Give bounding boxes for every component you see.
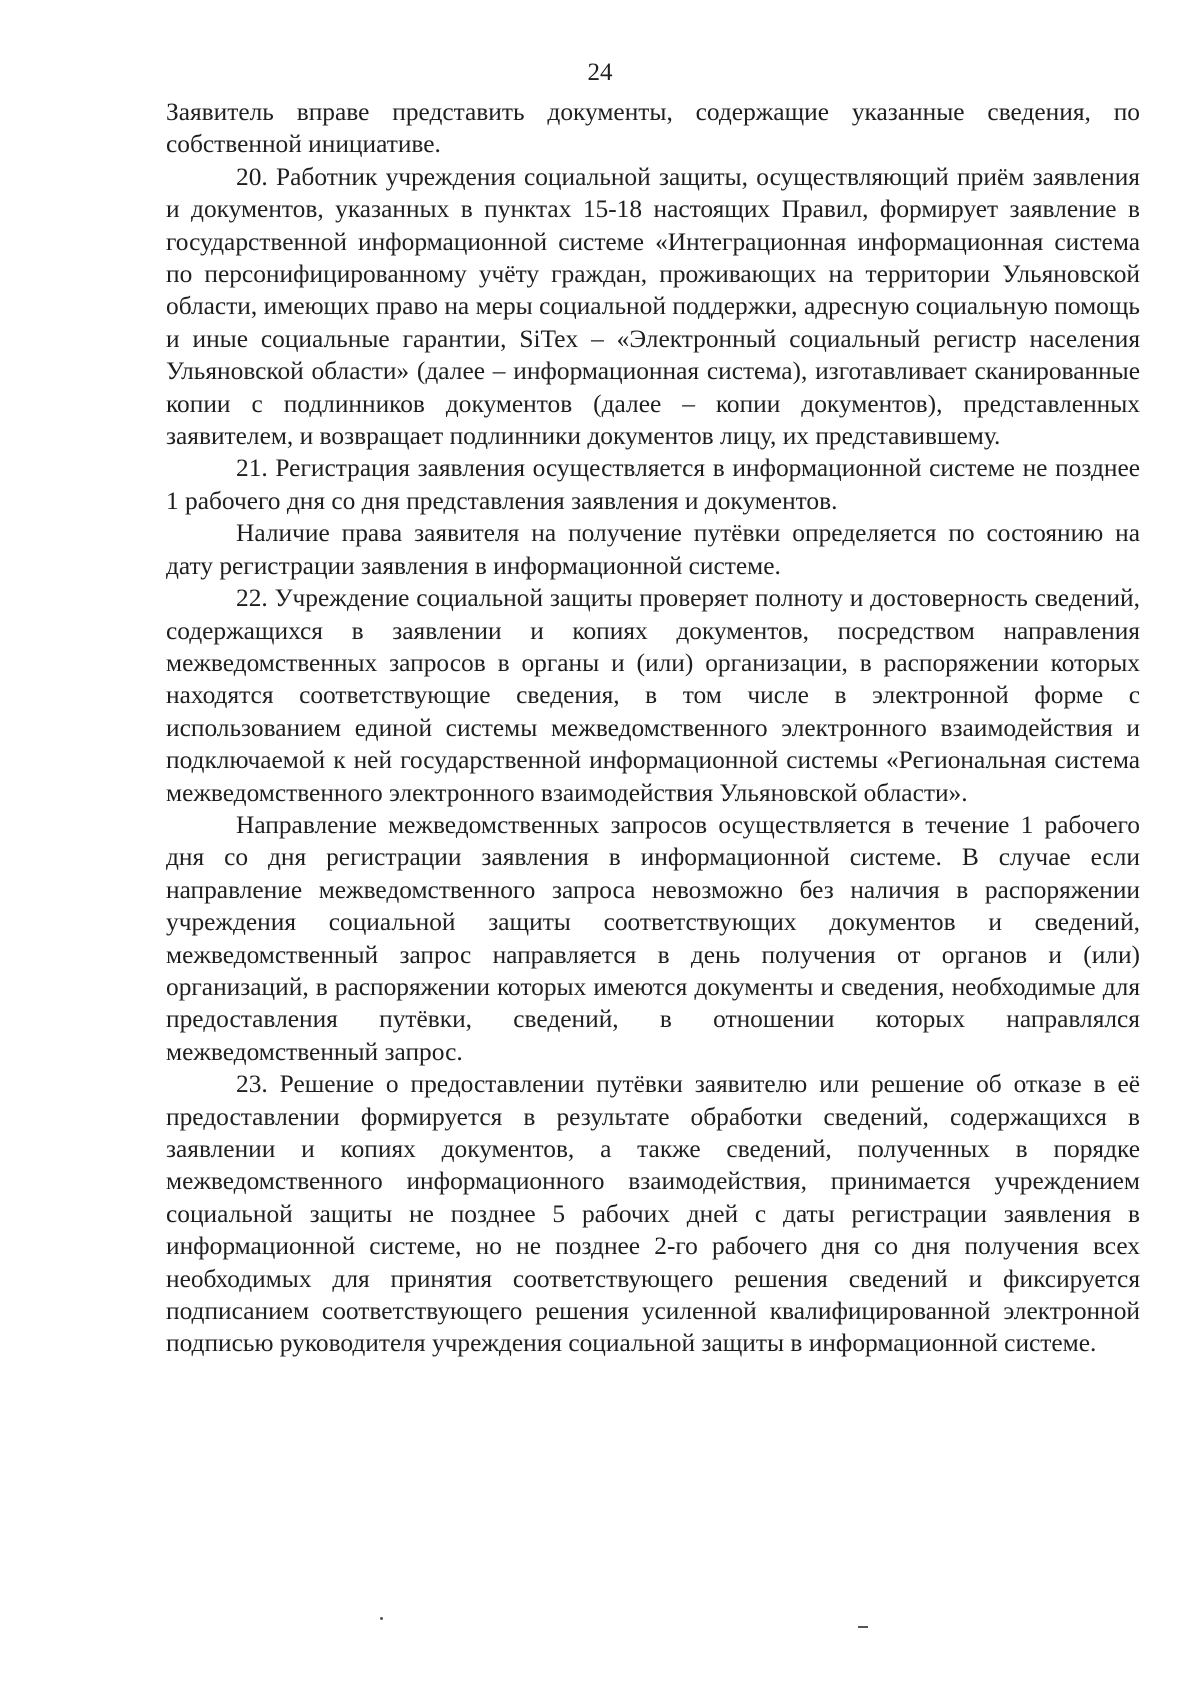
document-body bbox=[166, 96, 1140, 1360]
scan-speck bbox=[380, 1617, 383, 1620]
paragraph-item-23: 23. Решение о предоставлении путёвки заявителю или решение об отказе в её предоставлении формируется в результате обработки сведений, содержащихся в заявлении и копиях документов, а также сведений, полученных в порядке межведомственного информационного взаимодействия, принимается учреждением социальной защиты не позднее 5 рабочих дней с даты регистрации заявления в информационной системе, но не позднее 2-го рабочего дня со дня получения всех необходимых для принятия соответствующего решения сведений и фиксируется подписанием соответствующего решения усиленной квалифицированной электронной подписью руководителя учреждения социальной защиты в информационной системе. bbox=[166, 1070, 1140, 1358]
paragraph-right-condition: Наличие права заявителя на получение путёвки определяется по состоянию на дату регистрации заявления в информационной системе. bbox=[166, 519, 1140, 580]
paragraph-item-20: 20. Работник учреждения социальной защиты, осуществляющий приём заявления и документов, указанных в пунктах 15-18 настоящих Правил, формирует заявление в государственной информационной системе «Интеграционная информационная система по персонифицированному учёту граждан, проживающих на территории Ульяновской области, имеющих право на меры социальной поддержки, адресную социальную помощь и иные социальные гарантии, SiTex – «Электронный социальный регистр населения Ульяновской области» (далее – информационная система), изготавливает сканированные копии с подлинников документов (далее – копии документов), представленных заявителем, и возвращает подлинники документов лицу, их представившему. bbox=[166, 162, 1140, 451]
paragraph-continuation: Заявитель вправе представить документы, содержащие указанные сведения, по собственной инициативе. bbox=[166, 98, 1140, 159]
paragraph-item-22: 22. Учреждение социальной защиты проверяет полноту и достоверность сведений, содержащихся в заявлении и копиях документов, посредством направления межведомственных запросов в органы и (или) организации, в распоряжении которых находятся соответствующие сведения, в том числе в электронной форме с использованием единой системы межведомственного электронного взаимодействия и подключаемой к ней государственной информационной системы «Региональная система межведомственного электронного взаимодействия Ульяновской области». bbox=[166, 584, 1140, 807]
scan-dash-mark bbox=[858, 1626, 868, 1628]
paragraph-item-21: 21. Регистрация заявления осуществляется в информационной системе не позднее 1 рабочего дня со дня представления заявления и документов. bbox=[166, 454, 1140, 515]
paragraph-interagency-requests: Направление межведомственных запросов осуществляется в течение 1 рабочего дня со дня регистрации заявления в информационной системе. В случае если направление межведомственного запроса невозможно без наличия в распоряжении учреждения социальной защиты соответствующих документов и сведений, межведомственный запрос направляется в день получения от органов и (или) организаций, в распоряжении которых имеются документы и сведения, необходимые для предоставления путёвки, сведений, в отношении которых направлялся межведомственный запрос. bbox=[166, 810, 1140, 1066]
page-number: 24 bbox=[587, 59, 613, 86]
